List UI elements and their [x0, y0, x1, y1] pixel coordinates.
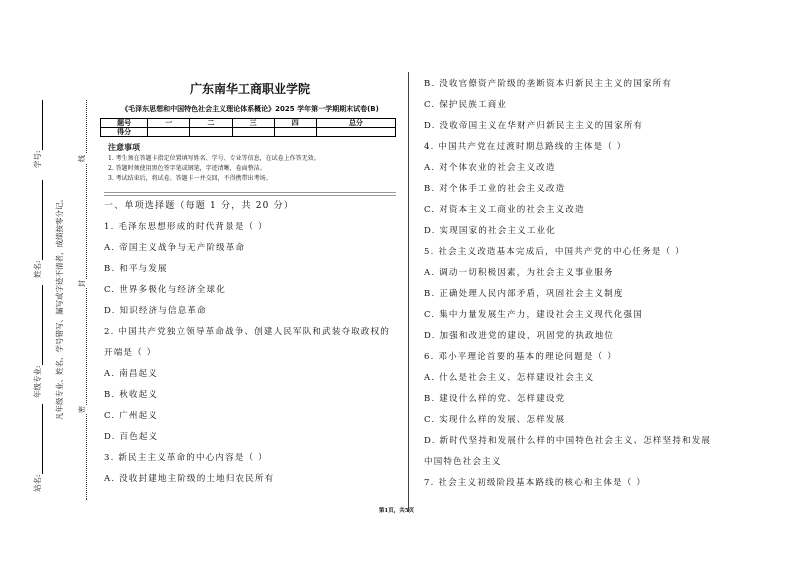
- answer-option: D. 百色起义: [104, 432, 159, 442]
- question-stem: 4. 中国共产党在过渡时期总路线的主体是（ ）: [424, 142, 627, 152]
- question-stem: 6. 邓小平理论首要的基本的理论问题是（ ）: [424, 352, 617, 362]
- page-number: 第1页，共5页: [378, 508, 415, 514]
- question-stem: 2. 中国共产党独立领导革命战争、创建人民军队和武装夺取政权的: [104, 327, 391, 337]
- answer-option: C. 实现什么样的发展、怎样发展: [424, 415, 566, 425]
- answer-option: B. 没收官僚资产阶级的垄断资本归新民主主义的国家所有: [424, 79, 673, 89]
- answer-option: D. 加强和改进党的建设，巩固党的执政地位: [424, 331, 615, 341]
- blank-line[interactable]: [33, 404, 43, 474]
- answer-option: D. 新时代坚持和发展什么样的中国特色社会主义、怎样坚持和发展: [424, 436, 712, 446]
- field-student-id[interactable]: [32, 100, 43, 168]
- score-input[interactable]: [148, 128, 190, 137]
- answer-option: B. 对个体手工业的社会主义改造: [424, 184, 566, 194]
- left-column: [104, 196, 396, 490]
- question-stem: 3. 新民主主义革命的中心内容是（ ）: [104, 453, 268, 463]
- table-cell: 三: [232, 119, 274, 128]
- seal-char: 封: [78, 280, 86, 287]
- answer-option: B. 建设什么样的党、怎样建设党: [424, 394, 566, 404]
- answer-option: A. 没收封建地主阶级的土地归农民所有: [104, 474, 275, 484]
- answer-option: C. 集中力量发展生产力，建设社会主义现代化强国: [424, 310, 643, 320]
- answer-option: C. 广州起义: [104, 411, 159, 421]
- score-input[interactable]: [190, 128, 232, 137]
- seal-char: 线: [78, 155, 86, 162]
- score-input[interactable]: [232, 128, 274, 137]
- blank-line[interactable]: [33, 180, 43, 260]
- field-label: 学号:: [33, 150, 42, 168]
- right-column: [424, 74, 744, 494]
- seal-line: [74, 100, 87, 500]
- table-cell: 得分: [101, 128, 148, 137]
- field-major[interactable]: [32, 285, 43, 398]
- question-continuation: 开端是（ ）: [104, 348, 157, 358]
- student-info-fields: [32, 100, 46, 500]
- score-input[interactable]: [316, 128, 395, 137]
- score-input[interactable]: [274, 128, 316, 137]
- table-row: [101, 128, 396, 137]
- answer-option: D. 实现国家的社会主义工业化: [424, 226, 556, 236]
- field-label: 姓名:: [33, 260, 42, 278]
- table-row: [101, 119, 396, 128]
- answer-option: A. 南昌起义: [104, 369, 158, 379]
- field-label: 站名:: [33, 474, 42, 492]
- score-table: [100, 118, 396, 137]
- answer-option: A. 什么是社会主义、怎样建设社会主义: [424, 373, 595, 383]
- note-item: 1. 考生须在答题卡指定位置填写姓名、学号、专业等信息，在试卷上作答无效。: [108, 155, 320, 162]
- answer-option: C. 保护民族工商业: [424, 100, 508, 110]
- table-cell: 总分: [316, 119, 395, 128]
- notes-heading: 注意事项: [108, 143, 140, 152]
- question-stem: 7. 社会主义初级阶段基本路线的核心和主体是（ ）: [424, 478, 647, 488]
- note-item: 3. 考试结束后，将试卷、答题卡一并交回，不得携带出考场。: [108, 175, 272, 182]
- answer-option: A. 对个体农业的社会主义改造: [424, 163, 556, 173]
- seal-char: 密: [78, 406, 86, 413]
- field-name[interactable]: [32, 180, 43, 278]
- question-continuation: 中国特色社会主义: [424, 457, 502, 467]
- answer-option: D. 知识经济与信息革命: [104, 306, 207, 316]
- blank-line[interactable]: [33, 100, 43, 150]
- field-exam-site[interactable]: [32, 404, 43, 492]
- answer-option: B. 和平与发展: [104, 264, 168, 274]
- question-stem: 5. 社会主义改造基本完成后，中国共产党的中心任务是（ ）: [424, 247, 685, 257]
- table-cell: 一: [148, 119, 190, 128]
- answer-option: C. 世界多极化与经济全球化: [104, 285, 226, 295]
- field-label: 年级专业:: [33, 365, 42, 398]
- answer-option: B. 正确处理人民内部矛盾，巩固社会主义制度: [424, 289, 624, 299]
- table-cell: 题号: [101, 119, 148, 128]
- question-stem: 1. 毛泽东思想形成的时代背景是（ ）: [104, 222, 268, 232]
- blank-line[interactable]: [33, 285, 43, 365]
- section-heading: 一、单项选择题（每题 1 分，共 20 分）: [104, 201, 295, 211]
- answer-option: D. 没收帝国主义在华财产归新民主主义的国家所有: [424, 121, 644, 131]
- binding-margin: [30, 100, 90, 500]
- table-cell: 二: [190, 119, 232, 128]
- table-cell: 四: [274, 119, 316, 128]
- exam-notes: [108, 143, 320, 184]
- answer-option: A. 帝国主义战争与无产阶级革命: [104, 243, 246, 253]
- column-divider: [408, 72, 409, 512]
- exam-title: 《毛泽东思想和中国特色社会主义理论体系概论》2025 学年第一学期期末试卷(B): [121, 105, 379, 113]
- answer-option: A. 调动一切积极因素，为社会主义事业服务: [424, 268, 614, 278]
- answer-option: B. 秋收起义: [104, 390, 159, 400]
- note-item: 2. 答题时须使用黑色签字笔或钢笔，字迹清晰，卷面整洁。: [108, 165, 266, 172]
- answer-option: C. 对资本主义工商业的社会主义改造: [424, 205, 585, 215]
- school-title: 广东南华工商职业学院: [189, 82, 310, 96]
- binding-warning: 凡年级专业、姓名、学号错写、漏写或字迹不清者，成绩按零分记。: [55, 195, 64, 420]
